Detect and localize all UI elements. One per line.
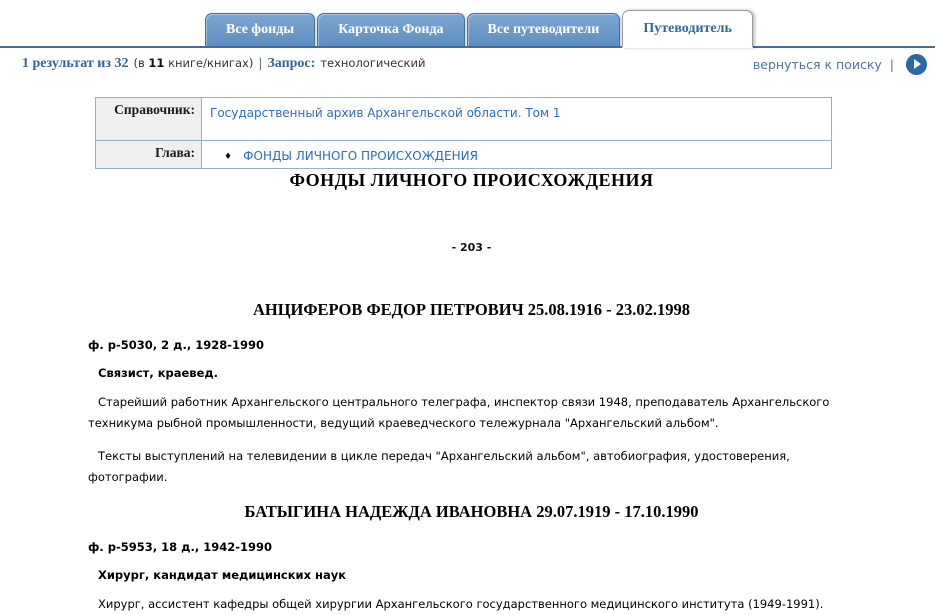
- results-bar: [0, 48, 935, 80]
- chapter-link[interactable]: ФОНДЫ ЛИЧНОГО ПРОИСХОЖДЕНИЯ: [243, 149, 478, 163]
- tab-label: Карточка Фонда: [338, 22, 444, 37]
- tab-label: Путеводитель: [643, 20, 732, 36]
- tab-all-guides[interactable]: [467, 13, 621, 46]
- chapter-value-cell: [202, 141, 832, 169]
- go-arrow-button[interactable]: [906, 54, 927, 75]
- guidebook-value-cell: [202, 98, 832, 141]
- query-value: технологический: [320, 56, 426, 70]
- tab-label: Все путеводители: [487, 22, 600, 37]
- table-row-chapter: [96, 141, 832, 169]
- tab-fond-card[interactable]: [317, 13, 464, 46]
- query-label: Запрос:: [267, 56, 316, 71]
- entry-heading: АНЦИФЕРОВ ФЕДОР ПЕТРОВИЧ 25.08.1916 - 23.02.1998: [252, 300, 691, 319]
- result-count: 1 результат из 32: [22, 56, 129, 71]
- chapter-title: ФОНДЫ ЛИЧНОГО ПРОИСХОЖДЕНИЯ: [289, 170, 654, 190]
- entry-paragraph: Хирург, ассистент кафедры общей хирургии Архангельского государственного медицинского института (1949-1991).: [98, 597, 824, 611]
- entry-heading: БАТЫГИНА НАДЕЖДА ИВАНОВНА 29.07.1919 - 17.10.1990: [244, 502, 699, 521]
- fond-reference: ф. р-5030, 2 д., 1928-1990: [88, 338, 264, 352]
- page-number: - 203 -: [451, 241, 492, 254]
- document-body: [88, 170, 855, 615]
- guide-info-table: [95, 97, 832, 169]
- guidebook-label: Справочник:: [96, 98, 202, 141]
- profession-line: Хирург, кандидат медицинских наук: [98, 568, 347, 582]
- profession-line: Связист, краевед.: [98, 366, 219, 380]
- entry-paragraph: Тексты выступлений на телевидении в цикле передач "Архангельский альбом", автобиография, удостоверения, фотографии.: [88, 449, 790, 484]
- fond-reference: ф. р-5953, 18 д., 1942-1990: [88, 540, 272, 554]
- chapter-label: Глава:: [96, 141, 202, 169]
- tab-bar: [0, 14, 935, 48]
- results-actions: [753, 54, 927, 75]
- guidebook-link[interactable]: Государственный архив Архангельской области. Том 1: [210, 106, 561, 120]
- table-row-guidebook: [96, 98, 832, 141]
- diamond-bullet-icon: ♦: [224, 152, 233, 162]
- entry-paragraph: Старейший работник Архангельского центрального телеграфа, инспектор связи 1948, преподаватель Архангельского техникума рыбной промышленности, ведущий краеведческого тележурнала "Архангельский альбом".: [88, 395, 830, 430]
- books-count-text: (в 11 книге/книгах): [133, 56, 254, 70]
- results-summary: [22, 56, 425, 72]
- back-to-search-link[interactable]: вернуться к поиску: [752, 56, 882, 72]
- play-arrow-icon: [914, 59, 921, 69]
- tab-all-fonds[interactable]: [205, 13, 315, 46]
- tab-label: Все фонды: [226, 22, 295, 37]
- tab-guide-active[interactable]: [622, 10, 753, 48]
- separator: |: [258, 56, 263, 70]
- separator: |: [889, 56, 894, 72]
